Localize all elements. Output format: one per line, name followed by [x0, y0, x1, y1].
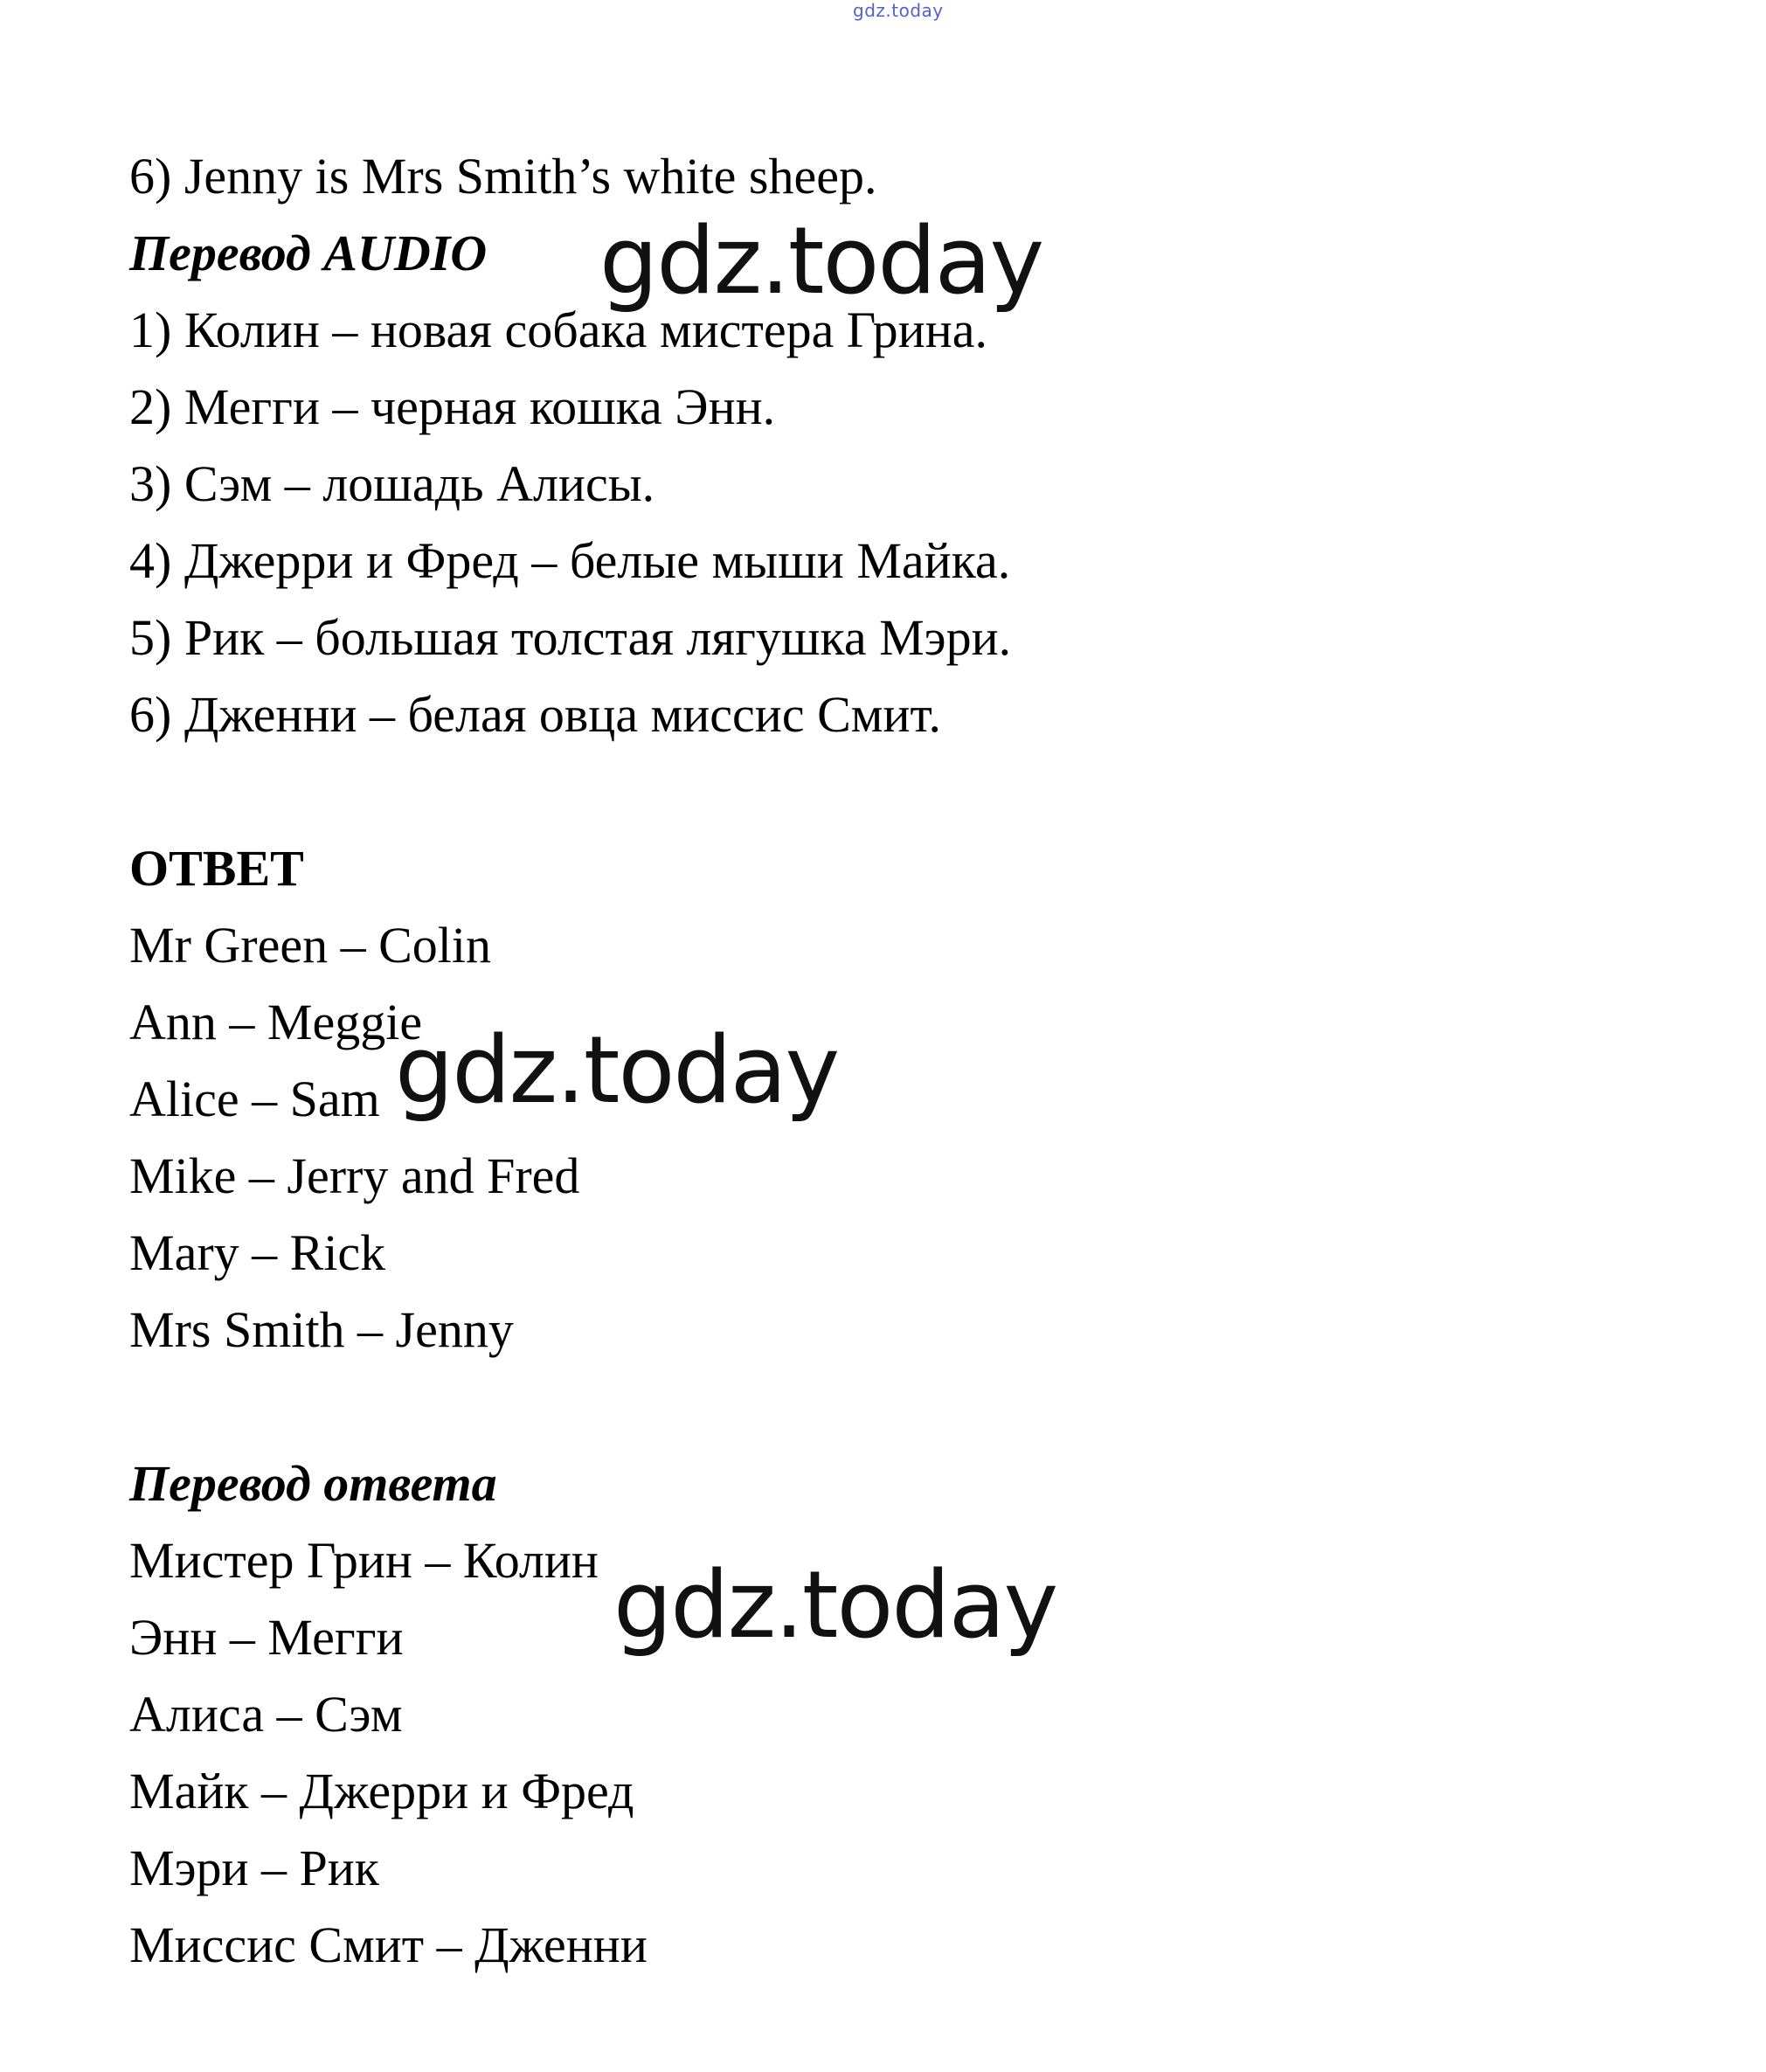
answer-translation-line: Алиса – Сэм	[129, 1686, 403, 1743]
audio-translation-line: 1) Колин – новая собака мистера Грина.	[129, 301, 988, 358]
audio-translation-line: 5) Рик – большая толстая лягушка Мэри.	[129, 609, 1012, 666]
audio-translation-line: 6) Дженни – белая овца миссис Смит.	[129, 686, 941, 743]
answer-line: Mrs Smith – Jenny	[129, 1301, 514, 1358]
audio-translation-line: 2) Мегги – черная кошка Энн.	[129, 378, 776, 435]
watermark: gdz.today	[613, 1551, 1057, 1659]
watermark: gdz.today	[599, 207, 1043, 315]
answer-line: Ann – Meggie	[129, 994, 423, 1050]
answer-translation-line: Майк – Джерри и Фред	[129, 1763, 634, 1819]
answer-translation-heading: Перевод ответа	[129, 1455, 497, 1512]
answer-line: Mary – Rick	[129, 1224, 386, 1281]
section-spacer	[129, 753, 1440, 830]
audio-translation-line: 4) Джерри и Фред – белые мыши Майка.	[129, 532, 1011, 589]
answer-line: Mr Green – Colin	[129, 917, 491, 974]
answer-line: Alice – Sam	[129, 1071, 380, 1127]
answer-heading: ОТВЕТ	[129, 840, 304, 897]
audio-translation-line: 3) Сэм – лошадь Алисы.	[129, 455, 655, 512]
audio-translation-heading: Перевод AUDIO	[129, 225, 488, 281]
answer-translation-line: Мистер Грин – Колин	[129, 1532, 599, 1589]
answer-translation-line: Мэри – Рик	[129, 1840, 379, 1896]
answer-translation-line: Миссис Смит – Дженни	[129, 1916, 648, 1973]
header-site-mark: gdz.today	[853, 0, 944, 21]
section-spacer	[129, 1369, 1440, 1445]
top-line: 6) Jenny is Mrs Smith’s white sheep.	[129, 148, 877, 204]
watermark: gdz.today	[395, 1016, 839, 1124]
answer-translation-line: Энн – Мегги	[129, 1609, 404, 1666]
answer-line: Mike – Jerry and Fred	[129, 1147, 580, 1204]
